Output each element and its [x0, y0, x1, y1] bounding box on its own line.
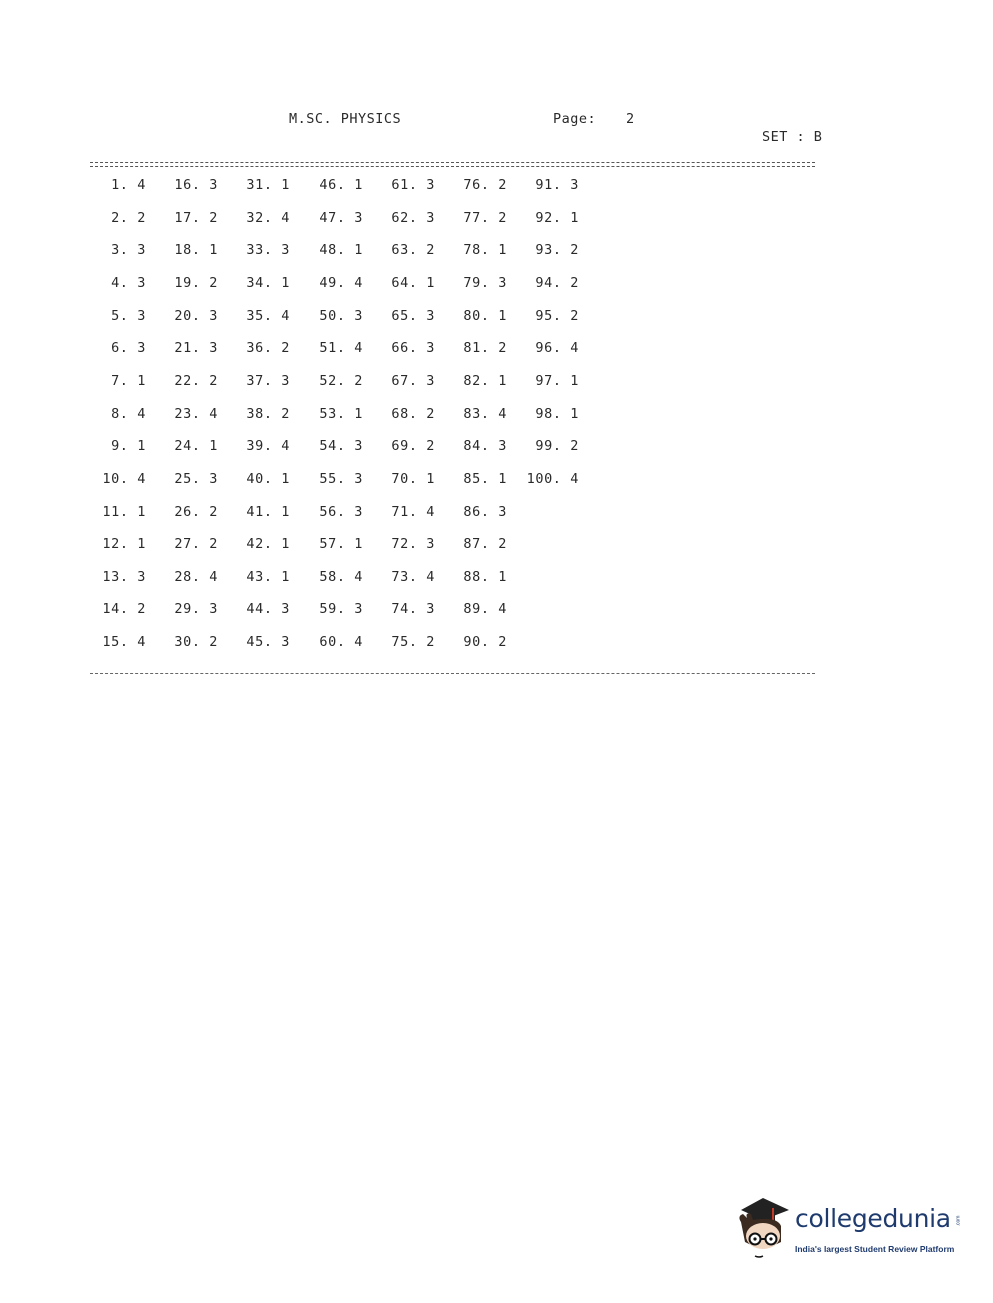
set-label: SET : B: [762, 129, 823, 145]
answer-entry: 61. 3: [391, 177, 435, 193]
answer-entry: 98. 1: [535, 405, 579, 422]
answer-entry: 93. 2: [535, 242, 579, 259]
answer-entry: 10. 4: [102, 470, 146, 487]
answer-entry: 45. 3: [246, 634, 290, 651]
answer-entry: 7. 1: [111, 372, 146, 389]
answer-entry: 29. 3: [174, 601, 218, 618]
answer-entry: 73. 4: [391, 568, 435, 585]
answer-entry: 32. 4: [246, 209, 290, 226]
answer-entry: 15. 4: [102, 634, 146, 651]
answer-entry: 54. 3: [319, 438, 363, 455]
answer-entry: 5. 3: [111, 307, 146, 324]
answer-entry: 70. 1: [391, 470, 435, 487]
answer-entry: 79. 3: [463, 274, 507, 291]
answer-entry: 13. 3: [102, 568, 146, 585]
answer-entry: 14. 2: [102, 601, 146, 618]
top-divider: [90, 162, 815, 167]
answer-entry: 88. 1: [463, 568, 507, 585]
answer-entry: 57. 1: [319, 536, 363, 553]
answer-entry: 80. 1: [463, 307, 507, 324]
answer-entry: 89. 4: [463, 601, 507, 618]
answer-entry: 74. 3: [391, 601, 435, 618]
answer-entry: 85. 1: [463, 470, 507, 487]
answer-entry: 53. 1: [319, 405, 363, 422]
answer-entry: 33. 3: [246, 242, 290, 259]
answer-entry: 55. 3: [319, 470, 363, 487]
answer-entry: 30. 2: [174, 634, 218, 651]
answer-entry: 100. 4: [526, 470, 579, 487]
answer-entry: 23. 4: [174, 405, 218, 422]
answer-entry: 3. 3: [111, 242, 146, 259]
answer-entry: 76. 2: [463, 177, 507, 193]
answer-entry: 64. 1: [391, 274, 435, 291]
answer-entry: 96. 4: [535, 340, 579, 357]
answer-entry: 72. 3: [391, 536, 435, 553]
answer-entry: 56. 3: [319, 503, 363, 520]
answer-entry: 58. 4: [319, 568, 363, 585]
answer-entry: 46. 1: [319, 177, 363, 193]
answer-entry: 40. 1: [246, 470, 290, 487]
answer-entry: 49. 4: [319, 274, 363, 291]
answer-entry: 77. 2: [463, 209, 507, 226]
answer-entry: 50. 3: [319, 307, 363, 324]
answer-entry: 25. 3: [174, 470, 218, 487]
answer-entry: 82. 1: [463, 372, 507, 389]
page-label: Page:: [553, 111, 597, 127]
answer-entry: 35. 4: [246, 307, 290, 324]
answer-entry: 60. 4: [319, 634, 363, 651]
answer-entry: 4. 3: [111, 274, 146, 291]
answer-entry: 71. 4: [391, 503, 435, 520]
answer-entry: 75. 2: [391, 634, 435, 651]
answer-entry: 16. 3: [174, 177, 218, 193]
answer-entry: 91. 3: [535, 177, 579, 193]
answer-entry: 90. 2: [463, 634, 507, 651]
answer-entry: 87. 2: [463, 536, 507, 553]
answer-entry: 28. 4: [174, 568, 218, 585]
logo-tagline: India's largest Student Review Platform: [795, 1244, 955, 1254]
answer-entry: 63. 2: [391, 242, 435, 259]
page-number: 2: [626, 111, 635, 127]
answer-entry: 11. 1: [102, 503, 146, 520]
bottom-divider: [90, 673, 815, 682]
answer-entry: 17. 2: [174, 209, 218, 226]
answer-entry: 95. 2: [535, 307, 579, 324]
answer-entry: 24. 1: [174, 438, 218, 455]
answer-entry: 43. 1: [246, 568, 290, 585]
answer-entry: 20. 3: [174, 307, 218, 324]
answer-entry: 62. 3: [391, 209, 435, 226]
answer-entry: 84. 3: [463, 438, 507, 455]
answer-entry: 44. 3: [246, 601, 290, 618]
answer-entry: 1. 4: [111, 177, 146, 193]
answer-entry: 31. 1: [246, 177, 290, 193]
answer-entry: 34. 1: [246, 274, 290, 291]
answer-entry: 94. 2: [535, 274, 579, 291]
answer-entry: 69. 2: [391, 438, 435, 455]
answer-entry: 65. 3: [391, 307, 435, 324]
collegedunia-logo: [733, 1196, 963, 1266]
answer-entry: 2. 2: [111, 209, 146, 226]
answer-entry: 66. 3: [391, 340, 435, 357]
answer-entry: 6. 3: [111, 340, 146, 357]
answer-entry: 27. 2: [174, 536, 218, 553]
logo-suffix: .com: [955, 1215, 962, 1227]
document-title: M.SC. PHYSICS: [289, 111, 402, 127]
answer-entry: 18. 1: [174, 242, 218, 259]
answer-entry: 99. 2: [535, 438, 579, 455]
answer-entry: 9. 1: [111, 438, 146, 455]
answer-entry: 86. 3: [463, 503, 507, 520]
answer-entry: 97. 1: [535, 372, 579, 389]
answer-entry: 52. 2: [319, 372, 363, 389]
answer-entry: 37. 3: [246, 372, 290, 389]
answer-entry: 78. 1: [463, 242, 507, 259]
answer-entry: 8. 4: [111, 405, 146, 422]
answer-entry: 12. 1: [102, 536, 146, 553]
answer-entry: 21. 3: [174, 340, 218, 357]
answer-entry: 48. 1: [319, 242, 363, 259]
answer-entry: 81. 2: [463, 340, 507, 357]
answer-entry: 36. 2: [246, 340, 290, 357]
answer-entry: 68. 2: [391, 405, 435, 422]
answer-entry: 38. 2: [246, 405, 290, 422]
answer-entry: 59. 3: [319, 601, 363, 618]
answer-entry: 67. 3: [391, 372, 435, 389]
mascot-icon: [733, 1196, 793, 1258]
answer-entry: 83. 4: [463, 405, 507, 422]
answer-entry: 42. 1: [246, 536, 290, 553]
answer-entry: 41. 1: [246, 503, 290, 520]
answer-entry: 51. 4: [319, 340, 363, 357]
logo-wordmark: collegedunia: [795, 1204, 951, 1233]
answer-entry: 47. 3: [319, 209, 363, 226]
answer-entry: 19. 2: [174, 274, 218, 291]
answer-entry: 26. 2: [174, 503, 218, 520]
answer-entry: 92. 1: [535, 209, 579, 226]
answer-entry: 22. 2: [174, 372, 218, 389]
answer-entry: 39. 4: [246, 438, 290, 455]
